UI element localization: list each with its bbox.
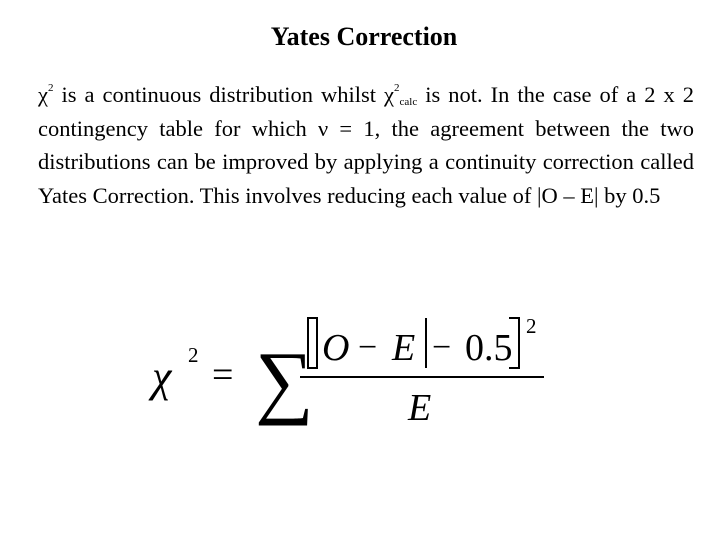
formula-minus-1: − [358,329,378,366]
formula-equals: = [212,354,234,396]
chi-calc-symbol: χ [384,82,394,107]
chi-calc-subscript: calc [399,96,418,108]
chi-exponent: 2 [48,82,54,94]
formula-numerator-E: E [392,327,416,369]
chi-symbol: χ [38,82,48,107]
chi-calc-exponent: 2 [394,82,400,94]
formula-minus-2: − [432,329,452,366]
slide-title: Yates Correction [270,22,458,51]
formula-numerator-O: O [322,327,350,369]
formula-sum-symbol: ∑ [255,335,314,426]
paragraph-text-2: is not. In the case of a 2 x 2 contingency table for which ν = 1, the agreement between the two distributions can be improved by applying a continuity correction called Yates Correction. This involves reducing each value of |O – E| by 0.5 [38,82,694,208]
formula-chi-exponent: 2 [188,343,199,367]
formula-numerator-exponent: 2 [526,314,537,338]
formula-numerator-value: 0.5 [465,327,513,369]
formula-denominator: E [408,387,432,429]
paragraph-text-1: is a continuous distribution whilst [53,82,384,107]
formula-chi: χ [152,352,172,401]
